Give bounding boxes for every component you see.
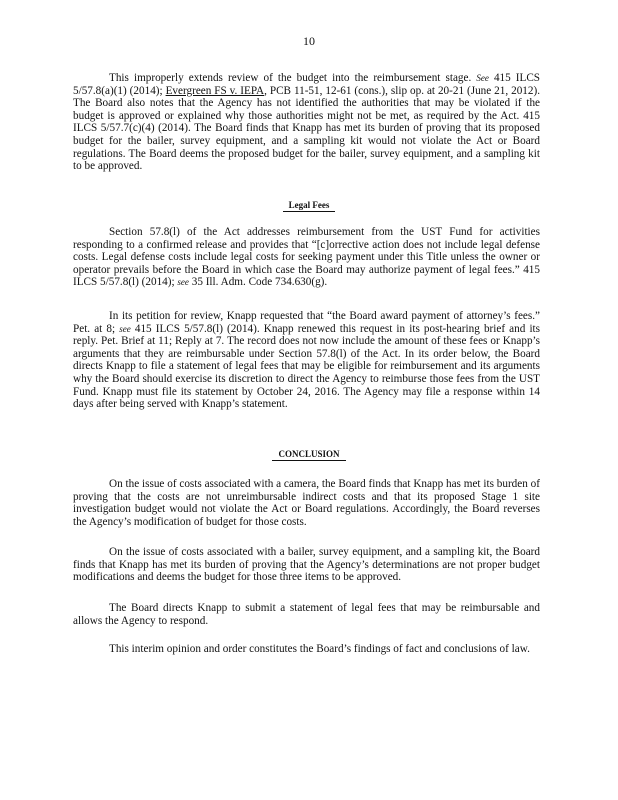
paragraph-conclusion-equipment [73,546,540,584]
paragraph-conclusion-legal-fees [73,602,540,627]
paragraph-budget-review [73,72,540,173]
paragraph-conclusion-findings [73,643,540,656]
p1-see-signal: See [476,73,489,83]
p3-see-signal: see [119,323,131,334]
p1-text-a: This improperly extends review of the budget into the reimbursement stage. [109,72,472,84]
p2-text-b: 35 Ill. Adm. Code 734.630(g). [191,276,328,289]
p7-text: This interim opinion and order constitutes the Board’s findings of fact and conclusions of law. [109,643,530,655]
p3-text-b: 415 ILCS 5/57.8(l) (2014). Knapp renewed this request in its post-hearing brief and its reply. Pet. Brief at 11; Reply at 7. The record does not now include the amount of these fees or Knapp’s arguments that they are reimbursable under Section 57.8(l) of the Act. In its order below, the Board directs Knapp to file a statement of legal fees that may be eligible for reimbursement and its arguments why the Board should exercise its discretion to direct the Agency to reimburse those fees from the UST Fund. Knapp must file its statement by October 24, 2016. The Agency may file a response within 14 days after being served with Knapp’s statement. [73,322,541,411]
p1-case-citation: Evergreen FS v. IEPA [165,84,265,97]
p4-text: On the issue of costs associated with a camera, the Board finds that Knapp has met its burden of proving that the costs are not unreimbursable indirect costs and that its proposed Stage 1 site investigation budget would not violate the Act or Board regulations. Accordingly, the Board reverses the Agency’s modification of budget for those costs. [73,478,540,528]
p5-text: On the issue of costs associated with a bailer, survey equipment, and a sampling kit, the Board finds that Knapp has met its burden of proving that the Agency’s determinations are not proper budget modifications and deems the budget for those three items to be approved. [73,546,540,584]
section-heading-legal-fees [0,200,618,212]
p1-text-b: 415 ILCS 5/57.8(a)(1) (2014); [73,72,541,97]
paragraph-conclusion-camera [73,478,540,528]
p2-see-signal: see [177,277,189,288]
paragraph-fee-petition [73,310,540,411]
heading-conclusion-text: CONCLUSION [272,449,345,461]
p6-text: The Board directs Knapp to submit a statement of legal fees that may be reimbursable and allows the Agency to respond. [73,602,540,627]
page-number: 10 [303,34,315,48]
paragraph-legal-fees-section [73,226,540,289]
p1-text-c: , PCB 11-51, 12-61 (cons.), slip op. at 20-21 (June 21, 2012). The Board also notes that the Agency has not identified the authorities that may be violated if the budget is approved or explained why those authorities might not be met, as required by the Act. 415 ILCS 5/57.7(c)(4) (2014). The Board finds that Knapp has met its burden of proving that its proposed budget for the bailer, survey equipment, and a sampling kit would not violate the Act or Board regulations. The Board deems the proposed budget for the bailer, survey equipment, and a sampling kit to be approved. [73,84,540,173]
heading-legal-fees-text: Legal Fees [283,200,336,212]
p3-text-a: In its petition for review, Knapp requested that “the Board award payment of attorney’s fees.” Pet. at 8; [73,310,540,335]
p2-text-a: Section 57.8(l) of the Act addresses reimbursement from the UST Fund for activities responding to a confirmed release and provides that “[c]orrective action does not include legal defense costs. Legal defense costs include legal costs for seeking payment under this Title unless the owner or operator prevails before the Board in which case the Board may authorize payment of legal fees.” 415 ILCS 5/57.8(l) (2014); [73,226,540,289]
section-heading-conclusion [0,449,618,461]
